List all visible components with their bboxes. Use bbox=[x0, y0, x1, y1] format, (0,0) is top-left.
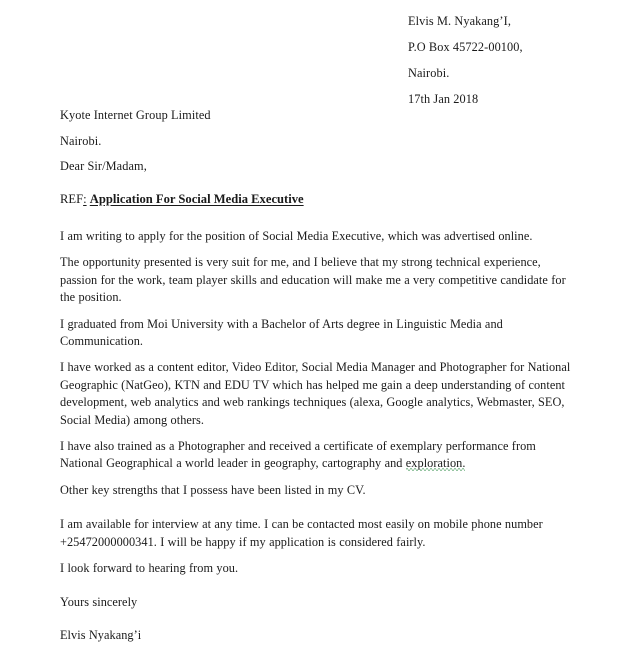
training-text-before: I have also trained as a Photographer and received a certificate of exemplary performance from National Geographical a world leader in geography, cartography and bbox=[60, 439, 536, 471]
paragraph-experience: I have worked as a content editor, Video Editor, Social Media Manager and Photographer for National Geographic (NatGeo), KTN and EDU TV which has helped me gain a deep understanding of content development, web analytics and web rankings techniques (alexa, Google analytics, Webmaster, SEO, Social Media) among others. bbox=[60, 360, 571, 427]
letter-body bbox=[60, 228, 572, 653]
paragraph-forward: I look forward to hearing from you. bbox=[60, 561, 239, 576]
letter-date: 17th Jan 2018 bbox=[408, 92, 479, 106]
subject-line bbox=[60, 190, 304, 208]
recipient-city: Nairobi. bbox=[60, 134, 102, 148]
sender-city: Nairobi. bbox=[408, 66, 450, 80]
sender-po-box: P.O Box 45722-00100, bbox=[408, 40, 523, 54]
signature-name: Elvis Nyakang’i bbox=[60, 627, 142, 642]
sender-address-block bbox=[408, 8, 628, 112]
paragraph-intro: I am writing to apply for the position of Social Media Executive, which was advertised online. bbox=[60, 229, 533, 243]
ref-colon: : bbox=[83, 192, 87, 206]
paragraph-availability: I am available for interview at any time. I can be contacted most easily on mobile phone number +25472000000341. I will be happy if my application is considered fairly. bbox=[60, 517, 543, 549]
paragraph-education: I graduated from Moi University with a Bachelor of Arts degree in Linguistic Media and Communication. bbox=[60, 316, 503, 349]
recipient-company: Kyote Internet Group Limited bbox=[60, 108, 211, 122]
misspelled-word-exploration: exploration. bbox=[405, 456, 466, 471]
sender-name: Elvis M. Nyakang’I, bbox=[408, 14, 511, 28]
paragraph-opportunity: The opportunity presented is very suit for me, and I believe that my strong technical experience, passion for the work, team player skills and education will make me a very competitive candidate for the position. bbox=[60, 255, 566, 305]
recipient-address-block bbox=[60, 102, 480, 178]
valediction: Yours sincerely bbox=[60, 594, 138, 609]
salutation: Dear Sir/Madam, bbox=[60, 159, 147, 173]
paragraph-cv: Other key strengths that I possess have been listed in my CV. bbox=[60, 482, 366, 497]
paragraph-training bbox=[60, 438, 572, 473]
ref-label: REF bbox=[60, 192, 84, 206]
subject-title: Application For Social Media Executive bbox=[89, 192, 304, 206]
